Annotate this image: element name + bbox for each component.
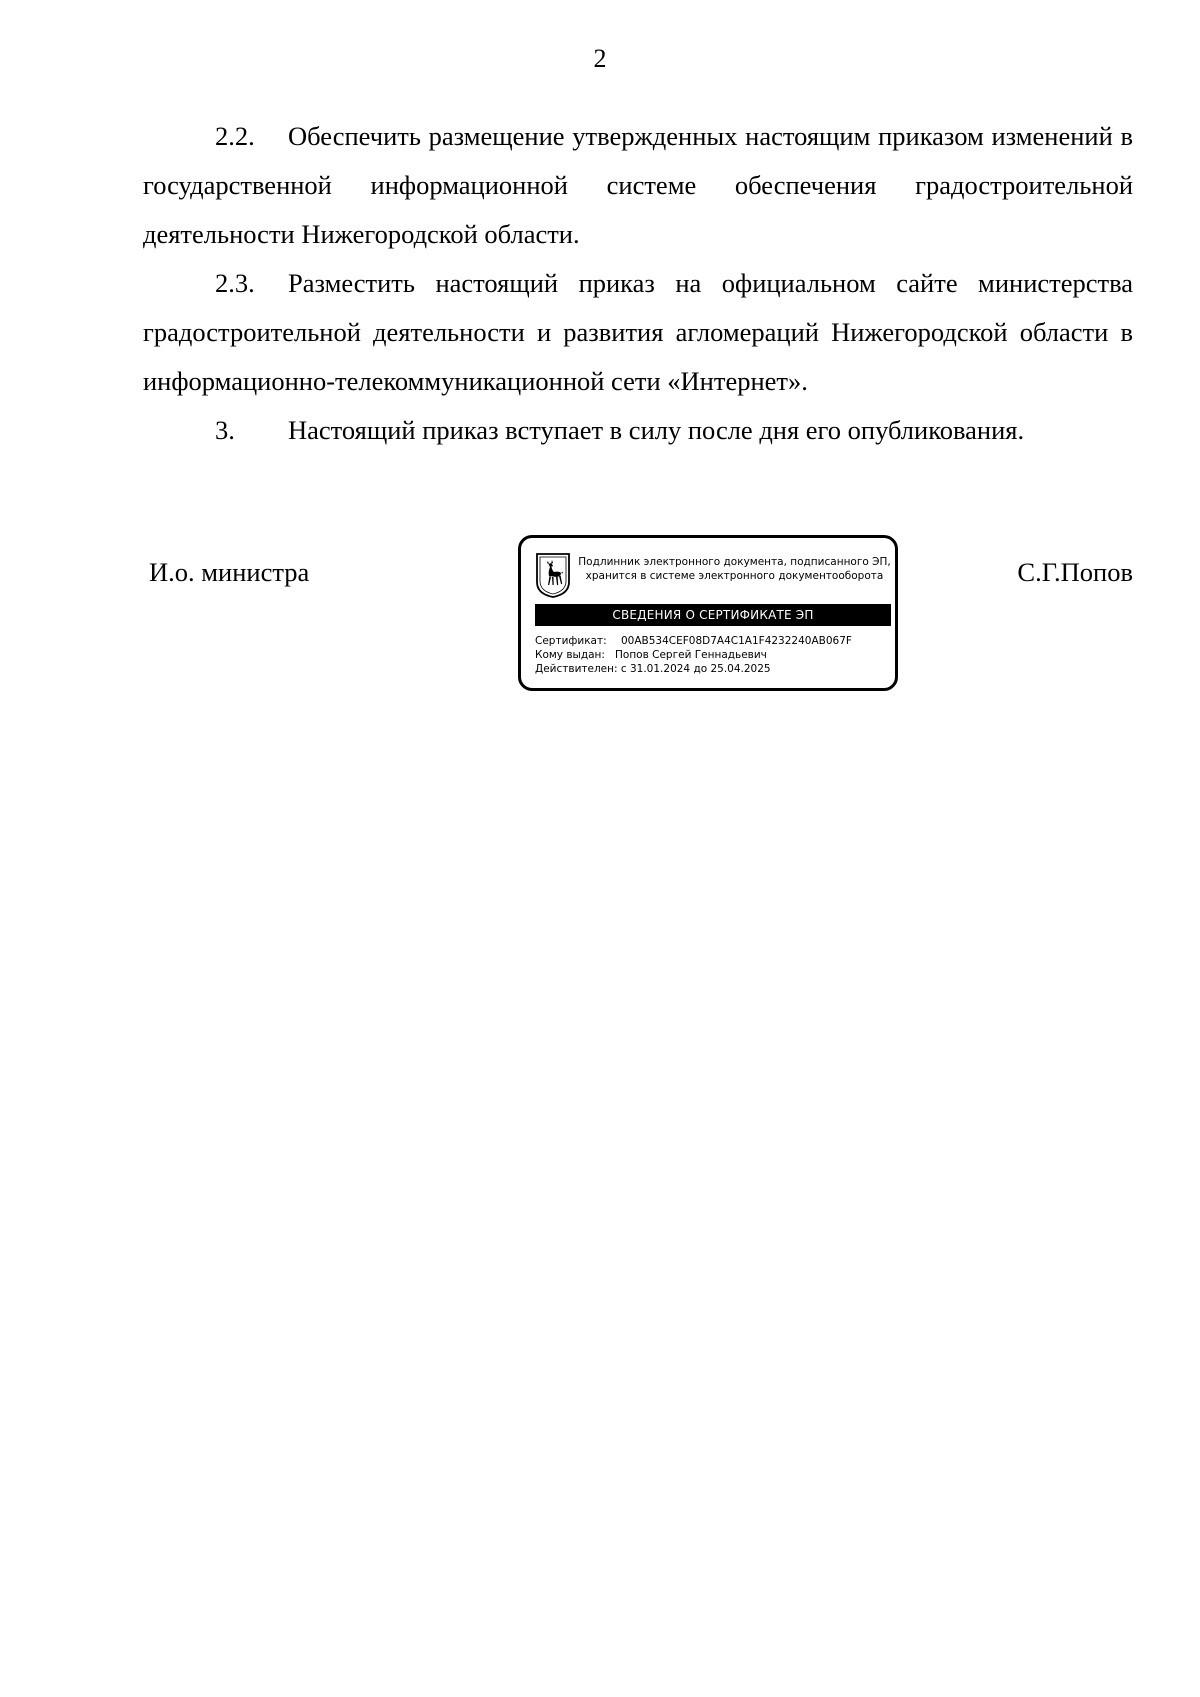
- stamp-certificate-details: [535, 634, 891, 676]
- issued-to-label: Кому выдан:: [535, 649, 605, 661]
- paragraph-2-3: [143, 259, 1133, 406]
- stamp-header: [577, 555, 892, 583]
- paragraph-2-2: [143, 112, 1133, 259]
- nizhny-novgorod-deer-emblem-icon: [535, 552, 571, 598]
- issued-to-value: Попов Сергей Геннадьевич: [615, 649, 767, 661]
- paragraph-text: Обеспечить размещение утвержденных настоящим приказом изменений в государственной информационной системе обеспечения градостроительной деятельности Нижегородской области.: [143, 121, 1133, 249]
- certificate-label: Сертификат:: [535, 635, 607, 647]
- signatory-title: И.о. министра: [149, 557, 310, 587]
- paragraph-number: 3.: [215, 415, 235, 445]
- document-body: [143, 112, 1133, 455]
- electronic-signature-stamp: [518, 535, 898, 691]
- validity-row: Действителен: с 31.01.2024 до 25.04.2025: [535, 663, 771, 675]
- signatory-name: С.Г.Попов: [1017, 557, 1133, 587]
- stamp-certificate-heading: СВЕДЕНИЯ О СЕРТИФИКАТЕ ЭП: [535, 604, 891, 626]
- paragraph-text: Настоящий приказ вступает в силу после дня его опубликования.: [288, 415, 1025, 445]
- certificate-row: [535, 634, 891, 648]
- paragraph-text: Разместить настоящий приказ на официальном сайте министерства градостроительной деятельности и развития агломераций Нижегородской области в информационно-телекоммуникационной сети «Интернет».: [143, 268, 1133, 396]
- stamp-header-line: хранится в системе электронного документооборота: [585, 570, 884, 582]
- paragraph-number: 2.2.: [215, 121, 255, 151]
- stamp-header-line: Подлинник электронного документа, подписанного ЭП,: [578, 556, 891, 568]
- paragraph-number: 2.3.: [215, 268, 255, 298]
- issued-to-row: [535, 648, 891, 662]
- certificate-value: 00AB534CEF08D7A4C1A1F4232240AB067F: [621, 635, 852, 647]
- page-number: 2: [593, 44, 607, 73]
- paragraph-3: [143, 406, 1133, 455]
